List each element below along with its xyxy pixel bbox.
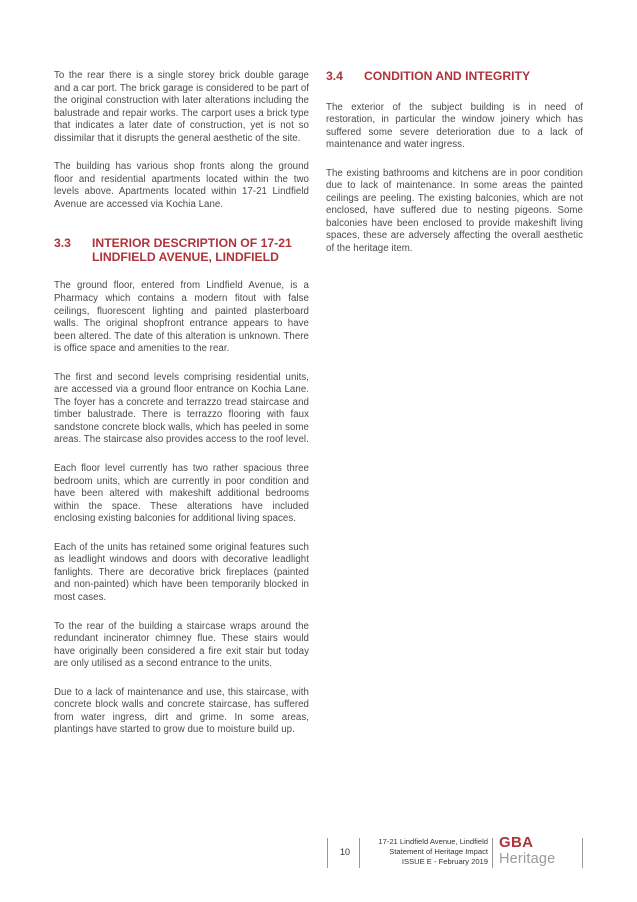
heritage-logo-text: Heritage [499, 851, 556, 867]
footer-issue-line: ISSUE E - February 2019 [401, 857, 488, 867]
footer-divider [582, 838, 583, 868]
section-title: INTERIOR DESCRIPTION OF 17-21 LINDFIELD AVENUE, LINDFIELD [92, 236, 292, 264]
body-paragraph: Each of the units has retained some original features such as leadlight windows and doors with decorative leadlight fanlights. There are decorative brick fireplaces (painted and non-painted) which have been temporarily blocked in most cases. [54, 541, 309, 603]
body-paragraph: The exterior of the subject building is in need of restoration, in particular the window joinery which has suffered some severe deterioration due to a lack of maintenance and water ingress. [326, 101, 583, 151]
body-paragraph: The first and second levels comprising residential units, are accessed via a ground floor entrance on Kochia Lane. The foyer has a concrete and terrazzo tread staircase and timber balustrade. There is terrazzo flooring with faux sandstone concrete block walls, which has peeled in some areas. The staircase also provides access to the roof level. [54, 371, 309, 446]
intro-paragraph: To the rear there is a single storey brick double garage and a car port. The brick garage is considered to be part of the original construction with later alterations including the balustrade and repair works. The carport uses a brick type that indicates a later date of construction, yet is not so dissimilar that it disrupts the general aesthetic of the site. [54, 70, 309, 144]
section-number: 3.3 [54, 236, 71, 251]
section-title: CONDITION AND INTEGRITY [364, 69, 531, 83]
footer-divider [327, 838, 328, 868]
gba-logo-text: GBA [499, 834, 534, 851]
footer-document-info [360, 837, 488, 868]
right-column [326, 70, 583, 272]
body-paragraph: To the rear of the building a staircase wraps around the redundant incinerator chimney flue. These stairs would have originally been considered a fire exit stair but today are only utilised as a second entrance to the units. [54, 620, 309, 670]
page-number: 10 [339, 847, 350, 857]
section-heading-3-3 [54, 237, 309, 264]
body-paragraph: Each floor level currently has two rather spacious three bedroom units, which are currently in poor condition and have been altered with makeshift additional bedrooms within the space. These alterations have included enclosing existing balconies for additional living spaces. [54, 463, 309, 525]
body-paragraph: Due to a lack of maintenance and use, this staircase, with concrete block walls and concrete staircase, has suffered from water ingress, dirt and grime. In some areas, plantings have started to grow due to moisture build up. [54, 686, 309, 736]
footer-divider [492, 838, 493, 868]
page-footer [326, 834, 584, 870]
body-paragraph: The ground floor, entered from Lindfield Avenue, is a Pharmacy which contains a modern fitout with false ceilings, fluorescent lighting and painted plasterboard walls. The original shopfront entrance appears to have been altered. The date of this alteration is unknown. There is office space and amenities to the rear. [54, 280, 309, 355]
footer-report-line: Statement of Heritage Impact [389, 847, 488, 857]
section-number: 3.4 [326, 69, 343, 83]
left-column [54, 70, 309, 753]
section-heading-3-4 [326, 70, 583, 84]
body-paragraph: The existing bathrooms and kitchens are in poor condition due to lack of maintenance. In some areas the painted ceilings are peeling. The existing balconies, which are not enclosed, have suffered due to nesting pigeons. Some balconies have been enclosed to provide makeshift living spaces, these are adversely affecting the overall aesthetic of the heritage item. [326, 167, 583, 254]
intro-paragraph: The building has various shop fronts along the ground floor and residential apartments located within the two levels above. Apartments located within 17-21 Lindfield Avenue are accessed via Kochia Lane. [54, 161, 309, 210]
footer-project-line: 17-21 Lindfield Avenue, Lindfield [378, 837, 488, 846]
